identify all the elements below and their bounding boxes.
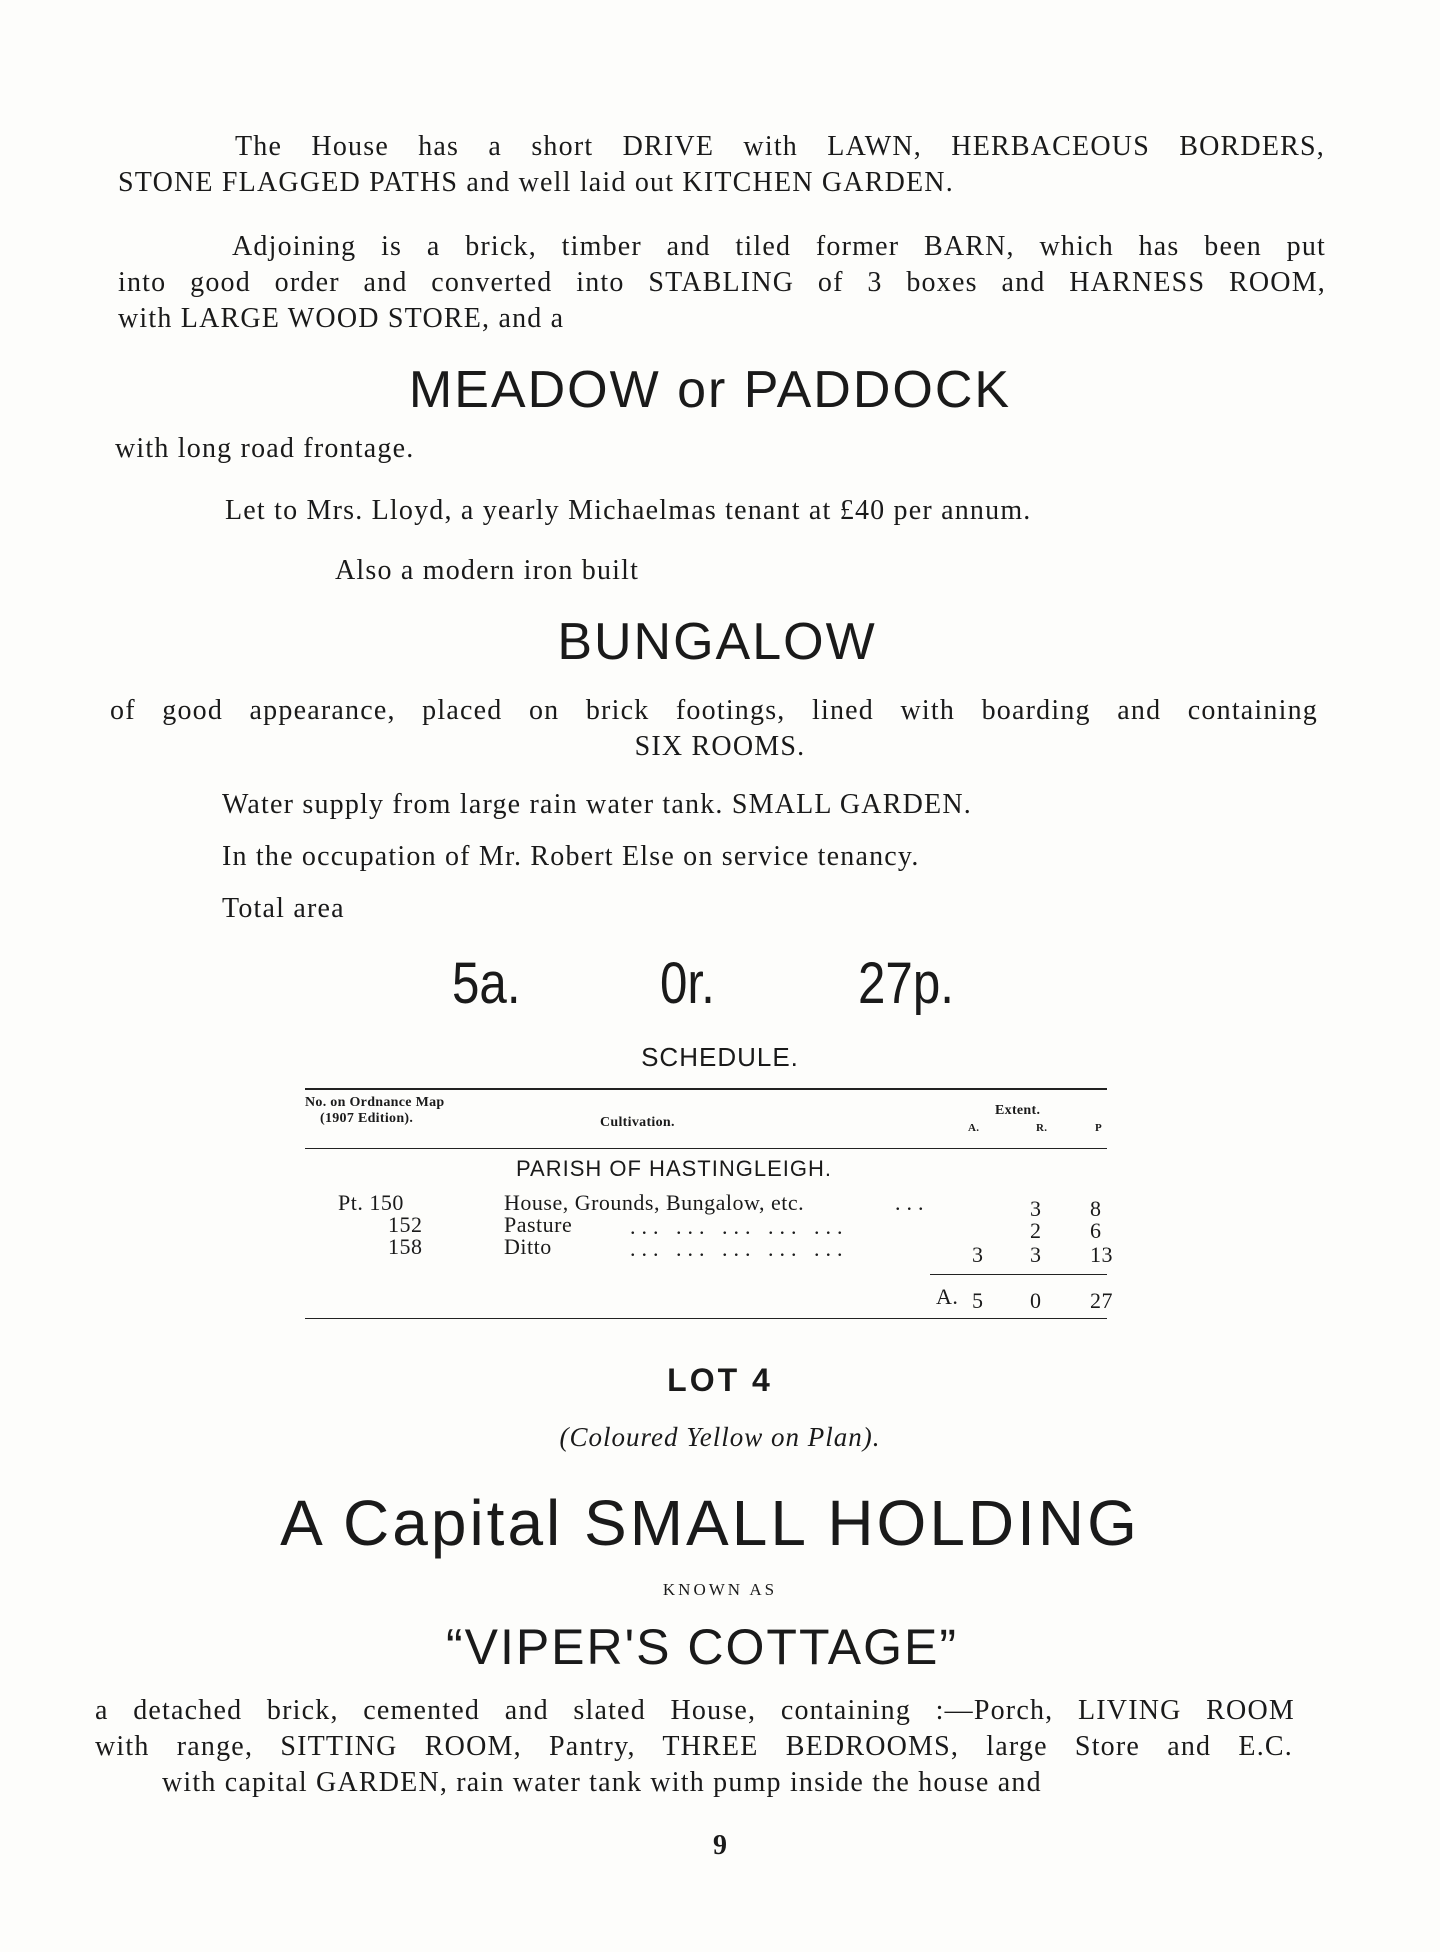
water-supply-text: Water supply from large rain water tank. SMALL GARDEN. [222, 789, 972, 820]
heading-vipers-cottage: “VIPER'S COTTAGE” [445, 1619, 959, 1675]
table-top-rule [305, 1088, 1107, 1090]
occupation-text: In the occupation of Mr. Robert Else on service tenancy. [222, 841, 920, 872]
header-cultivation: Cultivation. [600, 1115, 675, 1130]
page-number: 9 [713, 1830, 727, 1861]
row2-map-number: 152 [388, 1212, 423, 1237]
row1-map-number: Pt. 150 [338, 1190, 404, 1215]
para2-line2: into good order and converted into STABLING of 3 boxes and HARNESS ROOM, [118, 267, 1326, 298]
known-as-label: KNOWN AS [662, 1580, 778, 1599]
table-bottom-rule [305, 1318, 1107, 1319]
cottage-description-line3: with capital GARDEN, rain water tank with pump inside the house and [162, 1767, 1042, 1798]
area-roods: 0r. [660, 951, 715, 1016]
lot-note: (Coloured Yellow on Plan). [559, 1422, 881, 1452]
row3-perches: 13 [1090, 1242, 1113, 1267]
row3-map-number: 158 [388, 1234, 423, 1259]
subtotal-rule [930, 1274, 1107, 1275]
tenancy-text: Let to Mrs. Lloyd, a yearly Michaelmas tenant at £40 per annum. [225, 495, 1032, 526]
total-area-label: Total area [222, 893, 345, 924]
bungalow-description-line1: of good appearance, placed on brick footings, lined with boarding and containing [110, 695, 1318, 726]
total-acres: 5 [972, 1288, 984, 1313]
header-a: A. [968, 1122, 980, 1134]
also-text: Also a modern iron built [335, 555, 640, 586]
row3-leader-dots: ... ... ... ... ... [630, 1236, 849, 1261]
meadow-description: with long road frontage. [115, 433, 415, 464]
header-r: R. [1036, 1122, 1048, 1134]
header-p: P [1095, 1122, 1103, 1134]
parish-label: PARISH OF HASTINGLEIGH. [516, 1156, 832, 1181]
total-perches: 27 [1090, 1288, 1113, 1313]
lot-heading: LOT 4 [667, 1362, 773, 1398]
row3-cultivation: Ditto [504, 1234, 552, 1259]
header-rule [305, 1148, 1107, 1149]
row2-perches: 6 [1090, 1218, 1102, 1243]
row3-acres: 3 [972, 1242, 984, 1267]
schedule-title: SCHEDULE. [641, 1042, 799, 1072]
row1-roods: 3 [1030, 1196, 1042, 1221]
cottage-description-line1: a detached brick, cemented and slated House, containing :—Porch, LIVING ROOM [95, 1695, 1295, 1726]
row2-cultivation: Pasture [504, 1212, 573, 1237]
total-label: A. [936, 1284, 959, 1309]
bungalow-description-line2: SIX ROOMS. [634, 731, 806, 762]
heading-bungalow: BUNGALOW [557, 613, 877, 671]
total-roods: 0 [1030, 1288, 1042, 1313]
header-map-line1: No. on Ordnance Map [305, 1095, 445, 1110]
header-extent: Extent. [995, 1103, 1041, 1118]
heading-small-holding: A Capital SMALL HOLDING [280, 1487, 1140, 1559]
row1-leader-dots: ... [895, 1190, 930, 1215]
para1-line2: STONE FLAGGED PATHS and well laid out KITCHEN GARDEN. [118, 167, 954, 198]
row1-perches: 8 [1090, 1196, 1102, 1221]
area-acres: 5a. [452, 951, 521, 1016]
header-map-line2: (1907 Edition). [320, 1111, 414, 1126]
row3-roods: 3 [1030, 1242, 1042, 1267]
row1-cultivation: House, Grounds, Bungalow, etc. [504, 1190, 805, 1215]
para1-line1: The House has a short DRIVE with LAWN, HERBACEOUS BORDERS, [235, 131, 1325, 162]
cottage-description-line2: with range, SITTING ROOM, Pantry, THREE BEDROOMS, large Store and E.C. [95, 1731, 1293, 1762]
heading-meadow-or-paddock: MEADOW or PADDOCK [408, 361, 1012, 419]
para2-line3: with LARGE WOOD STORE, and a [118, 303, 565, 334]
area-perches: 27p. [858, 951, 954, 1016]
para2-line1: Adjoining is a brick, timber and tiled former BARN, which has been put [232, 231, 1326, 262]
row2-roods: 2 [1030, 1218, 1042, 1243]
row2-leader-dots: ... ... ... ... ... [630, 1214, 849, 1239]
